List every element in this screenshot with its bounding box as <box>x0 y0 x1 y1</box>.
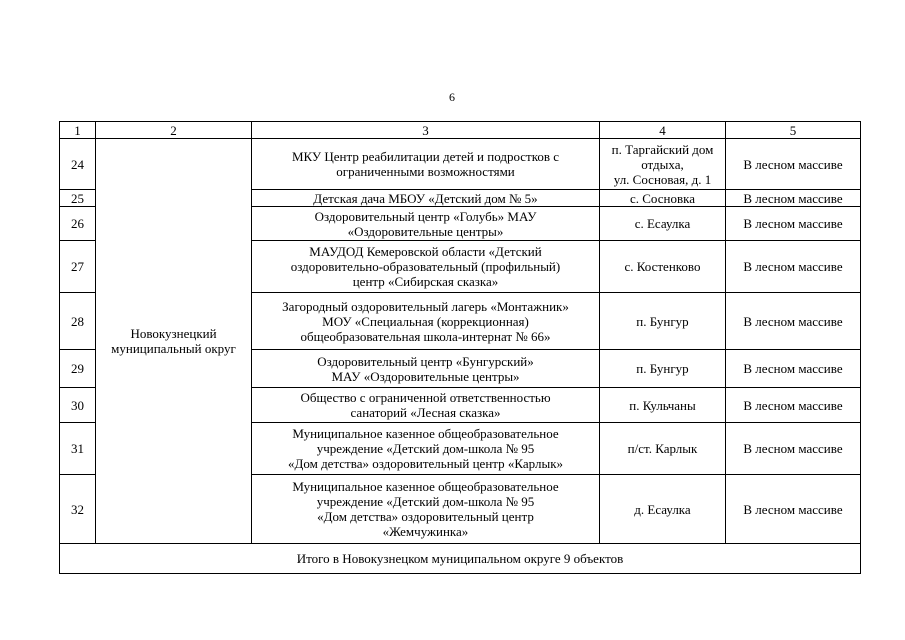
facility-placement: В лесном массиве <box>726 293 861 350</box>
facility-location: п. Бунгур <box>600 293 726 350</box>
header-cell-1: 1 <box>60 122 96 139</box>
total-summary: Итого в Новокузнецком муниципальном округе 9 объектов <box>60 544 861 574</box>
facility-location: п. Таргайский дом отдыха, ул. Сосновая, д. 1 <box>600 139 726 190</box>
district-cell: Новокузнецкий муниципальный округ <box>96 139 252 544</box>
table-total-row <box>60 544 861 574</box>
facility-name: Оздоровительный центр «Бунгурский» МАУ «Оздоровительные центры» <box>252 350 600 388</box>
facility-placement: В лесном массиве <box>726 350 861 388</box>
facility-name: МКУ Центр реабилитации детей и подростков с ограниченными возможностями <box>252 139 600 190</box>
header-cell-2: 2 <box>96 122 252 139</box>
facility-location: с. Костенково <box>600 241 726 293</box>
facility-name: Муниципальное казенное общеобразовательное учреждение «Детский дом-школа № 95 «Дом детства» оздоровительный центр «Карлык» <box>252 423 600 475</box>
facilities-table <box>59 121 861 574</box>
table-header-row <box>60 122 861 139</box>
facility-location: д. Есаулка <box>600 475 726 544</box>
row-number: 29 <box>60 350 96 388</box>
facility-name: Детская дача МБОУ «Детский дом № 5» <box>252 190 600 207</box>
row-number: 31 <box>60 423 96 475</box>
row-number: 32 <box>60 475 96 544</box>
facility-placement: В лесном массиве <box>726 139 861 190</box>
facility-placement: В лесном массиве <box>726 475 861 544</box>
header-cell-4: 4 <box>600 122 726 139</box>
facility-location: п. Бунгур <box>600 350 726 388</box>
row-number: 25 <box>60 190 96 207</box>
facility-location: с. Сосновка <box>600 190 726 207</box>
facility-placement: В лесном массиве <box>726 207 861 241</box>
facility-location: с. Есаулка <box>600 207 726 241</box>
header-cell-5: 5 <box>726 122 861 139</box>
facility-name: Загородный оздоровительный лагерь «Монтажник» МОУ «Специальная (коррекционная) общеобразовательная школа-интернат № 66» <box>252 293 600 350</box>
table-row <box>60 139 861 190</box>
row-number: 30 <box>60 388 96 423</box>
facility-placement: В лесном массиве <box>726 190 861 207</box>
header-cell-3: 3 <box>252 122 600 139</box>
row-number: 26 <box>60 207 96 241</box>
page-number: 6 <box>449 90 455 104</box>
row-number: 27 <box>60 241 96 293</box>
row-number: 28 <box>60 293 96 350</box>
facility-placement: В лесном массиве <box>726 241 861 293</box>
row-number: 24 <box>60 139 96 190</box>
facility-placement: В лесном массиве <box>726 423 861 475</box>
facility-location: п/ст. Карлык <box>600 423 726 475</box>
facility-name: Оздоровительный центр «Голубь» МАУ «Оздоровительные центры» <box>252 207 600 241</box>
facility-name: Общество с ограниченной ответственностью санаторий «Лесная сказка» <box>252 388 600 423</box>
facility-name: МАУДОД Кемеровской области «Детский оздоровительно-образовательный (профильный) центр «Сибирская сказка» <box>252 241 600 293</box>
facility-location: п. Кульчаны <box>600 388 726 423</box>
facility-name: Муниципальное казенное общеобразовательное учреждение «Детский дом-школа № 95 «Дом детства» оздоровительный центр «Жемчужинка» <box>252 475 600 544</box>
facility-placement: В лесном массиве <box>726 388 861 423</box>
